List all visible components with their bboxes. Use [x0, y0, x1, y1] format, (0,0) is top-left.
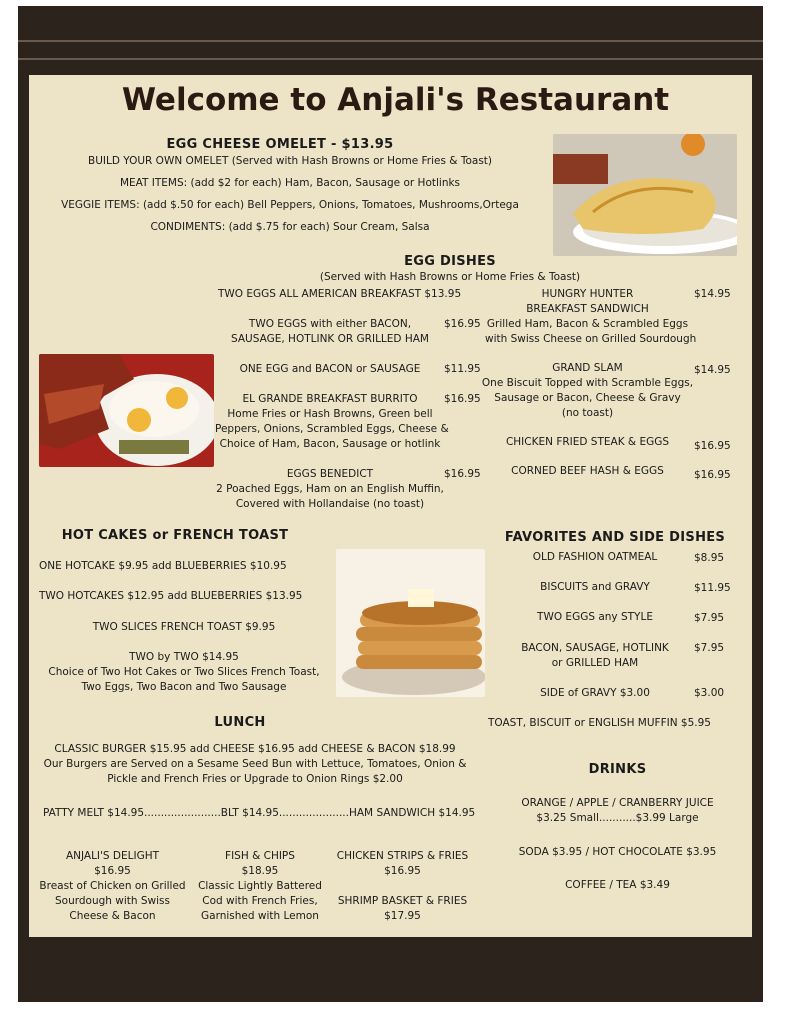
price-biscuits-gravy: $11.95	[694, 582, 731, 594]
price-benedict: $16.95	[444, 468, 481, 480]
omelet-line: BUILD YOUR OWN OMELET (Served with Hash Browns or Home Fries & Toast)	[88, 155, 492, 167]
menu-item-shrimp-basket: SHRIMP BASKET & FRIES	[337, 895, 468, 907]
burrito-desc-2: Peppers, Onions, Scrambled Eggs, Cheese &	[215, 423, 449, 435]
price-two-eggs: $16.95	[444, 318, 481, 330]
delight-desc-2: Sourdough with Swiss	[54, 895, 170, 907]
delight-desc: Breast of Chicken on Grilled	[39, 880, 186, 892]
price-grand-slam: $14.95	[694, 364, 731, 376]
price-anjalis-delight: $16.95	[94, 865, 131, 877]
menu-item-french-toast: TWO SLICES FRENCH TOAST $9.95	[92, 621, 276, 633]
price-fish-chips: $18.95	[241, 865, 279, 877]
two-by-two-desc-2: Two Eggs, Two Bacon and Two Sausage	[81, 681, 287, 693]
egg-dishes-subheading: (Served with Hash Browns or Home Fries & Toast)	[319, 271, 581, 283]
menu-item-juice: ORANGE / APPLE / CRANBERRY JUICE	[521, 797, 714, 809]
lunch-heading: LUNCH	[214, 715, 266, 730]
fish-desc-2: Cod with French Fries,	[202, 895, 318, 907]
menu-item-two-eggs-style: TWO EGGS any STYLE	[537, 611, 653, 623]
top-divider	[18, 40, 763, 42]
menu-item-patty-melt-line: PATTY MELT $14.95.......................BLT $14.95.....................HAM SANDWICH $14.95	[43, 807, 476, 819]
burrito-desc: Home Fries or Hash Browns, Green bell	[227, 408, 433, 420]
hungry-hunter-name-2: BREAKFAST SANDWICH	[526, 303, 649, 315]
menu-item-two-hotcakes: TWO HOTCAKES $12.95 add BLUEBERRIES $13.95	[39, 590, 303, 602]
omelet-meat: MEAT ITEMS: (add $2 for each) Ham, Bacon, Sausage or Hotlinks	[119, 177, 461, 189]
benedict-desc: 2 Poached Eggs, Ham on an English Muffin,	[216, 483, 444, 495]
menu-item-toast-biscuit: TOAST, BISCUIT or ENGLISH MUFFIN $5.95	[488, 717, 711, 729]
menu-item-anjalis-delight: ANJALI'S DELIGHT	[65, 850, 160, 862]
price-two-eggs-style: $7.95	[694, 612, 725, 624]
menu-item-chicken-strips: CHICKEN STRIPS & FRIES	[336, 850, 469, 862]
menu-item-benedict: EGGS BENEDICT	[286, 468, 374, 480]
price-chicken-strips: $16.95	[384, 865, 421, 877]
hungry-hunter-desc: Grilled Ham, Bacon & Scrambled Eggs	[486, 318, 689, 330]
menu-item-classic-burger: CLASSIC BURGER $15.95 add CHEESE $16.95 add CHEESE & BACON $18.99	[54, 743, 456, 755]
grand-slam-desc: One Biscuit Topped with Scramble Eggs,	[481, 377, 694, 389]
price-corned-beef: $16.95	[694, 469, 731, 481]
price-oatmeal: $8.95	[694, 552, 725, 564]
grand-slam-desc-2: Sausage or Bacon, Cheese & Gravy	[494, 392, 681, 404]
menu-item-burrito: EL GRANDE BREAKFAST BURRITO	[242, 393, 418, 405]
omelet-photo	[553, 134, 737, 256]
menu-item-side-gravy: SIDE of GRAVY $3.00	[540, 687, 650, 699]
drinks-heading: DRINKS	[588, 762, 647, 777]
price-one-egg: $11.95	[444, 363, 481, 375]
hungry-hunter-desc-2: with Swiss Cheese on Grilled Sourdough	[485, 333, 697, 345]
favorites-heading: FAVORITES AND SIDE DISHES	[504, 530, 726, 545]
menu-item-biscuits-gravy: BISCUITS and GRAVY	[540, 581, 650, 593]
menu-item-soda: SODA $3.95 / HOT CHOCOLATE $3.95	[518, 846, 717, 858]
menu-item-hungry-hunter: HUNGRY HUNTER	[541, 288, 634, 300]
burger-desc-2: Pickle and French Fries or Upgrade to Onion Rings $2.00	[107, 773, 403, 785]
price-shrimp-basket: $17.95	[384, 910, 421, 922]
menu-item-two-eggs-desc: SAUSAGE, HOTLINK OR GRILLED HAM	[231, 333, 429, 345]
price-juice: $3.25 Small...........$3.99 Large	[536, 812, 699, 824]
price-bacon-sausage: $7.95	[694, 642, 725, 654]
menu-item-bacon-sausage: BACON, SAUSAGE, HOTLINK	[521, 642, 669, 654]
price-hungry-hunter: $14.95	[694, 288, 731, 300]
fish-desc: Classic Lightly Battered	[198, 880, 322, 892]
price-burrito: $16.95	[444, 393, 481, 405]
delight-desc-3: Cheese & Bacon	[69, 910, 156, 922]
burrito-desc-3: Choice of Ham, Bacon, Sausage or hotlink	[219, 438, 441, 450]
pancakes-photo	[336, 549, 485, 697]
menu-item-fish-chips: FISH & CHIPS	[225, 850, 295, 862]
grand-slam-desc-3: (no toast)	[561, 407, 614, 419]
page-title: Welcome to Anjali's Restaurant	[121, 82, 670, 118]
menu-item-coffee: COFFEE / TEA $3.49	[565, 879, 670, 891]
menu-item-two-eggs: TWO EGGS with either BACON,	[248, 318, 412, 330]
menu-item-two-by-two: TWO by TWO $14.95	[129, 651, 239, 663]
omelet-condiments: CONDIMENTS: (add $.75 for each) Sour Cream, Salsa	[150, 221, 430, 233]
hotcakes-heading: HOT CAKES or FRENCH TOAST	[61, 528, 289, 543]
bacon-sausage-name-2: or GRILLED HAM	[551, 657, 639, 669]
menu-item-chicken-fried-steak: CHICKEN FRIED STEAK & EGGS	[505, 436, 670, 448]
omelet-veggie: VEGGIE ITEMS: (add $.50 for each) Bell Peppers, Onions, Tomatoes, Mushrooms,Ortega	[61, 199, 519, 211]
two-by-two-desc: Choice of Two Hot Cakes or Two Slices French Toast,	[48, 666, 320, 678]
eggs-bacon-photo	[39, 354, 214, 467]
omelet-heading: EGG CHEESE OMELET - $13.95	[166, 137, 394, 152]
top-divider-2	[18, 58, 763, 60]
price-chicken-fried-steak: $16.95	[694, 440, 731, 452]
menu-item-grand-slam: GRAND SLAM	[552, 362, 623, 374]
menu-item-corned-beef: CORNED BEEF HASH & EGGS	[511, 465, 664, 477]
menu-item-all-american: TWO EGGS ALL AMERICAN BREAKFAST $13.95	[218, 288, 462, 300]
menu-item-one-egg: ONE EGG and BACON or SAUSAGE	[239, 363, 421, 375]
fish-desc-3: Garnished with Lemon	[201, 910, 319, 922]
egg-dishes-heading: EGG DISHES	[404, 254, 496, 269]
menu-item-oatmeal: OLD FASHION OATMEAL	[532, 551, 658, 563]
price-side-gravy: $3.00	[694, 687, 725, 699]
benedict-desc-2: Covered with Hollandaise (no toast)	[235, 498, 425, 510]
burger-desc: Our Burgers are Served on a Sesame Seed Bun with Lettuce, Tomatoes, Onion &	[43, 758, 467, 770]
menu-item-one-hotcake: ONE HOTCAKE $9.95 add BLUEBERRIES $10.95	[39, 560, 287, 572]
